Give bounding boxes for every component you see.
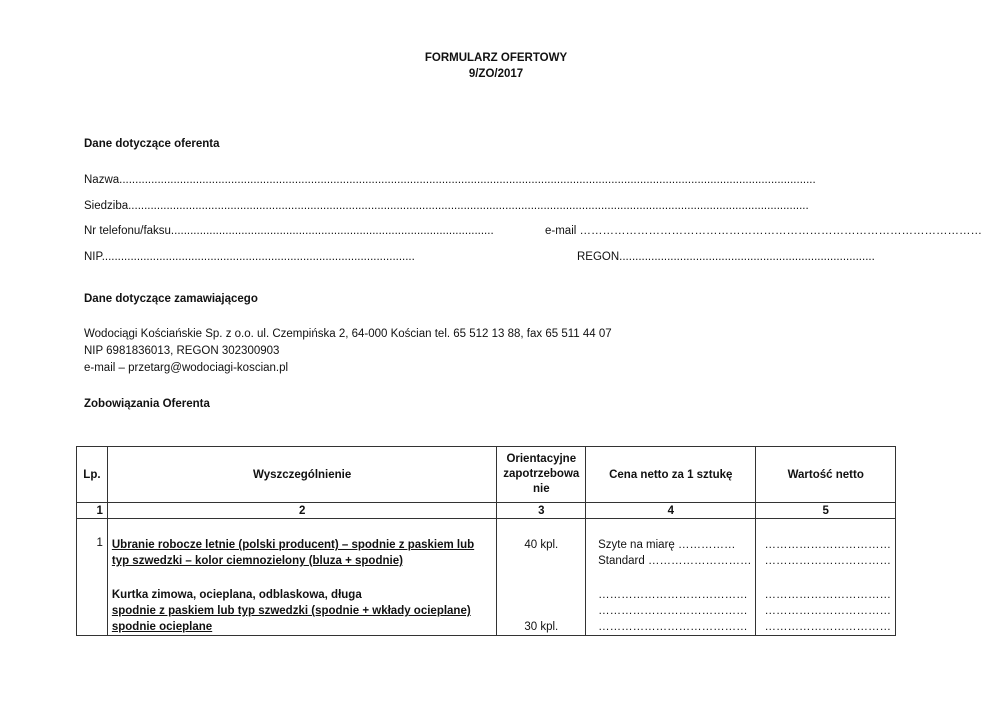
- item2-line3: spodnie ocieplane: [111, 621, 213, 633]
- bidder-heading: Dane dotyczące oferenta: [84, 138, 220, 150]
- col-header-price: Cena netto za 1 sztukę: [586, 447, 756, 503]
- row-items: [107, 519, 497, 636]
- col-header-qty-line2: zapotrzebowa: [503, 468, 580, 480]
- col-number-4: 4: [586, 503, 756, 519]
- table-row: [77, 519, 896, 636]
- row-value: [756, 519, 896, 636]
- col-header-item: Wyszczególnienie: [107, 447, 497, 503]
- price2-field-3[interactable]: …………………………………: [598, 621, 748, 633]
- value1-field-1[interactable]: ……………………………: [764, 539, 891, 551]
- price1-tailored-field[interactable]: Szyte na miarę ……………: [598, 539, 736, 551]
- buyer-email: e-mail – przetarg@wodociagi-koscian.pl: [84, 362, 289, 374]
- bidder-seat-field[interactable]: Siedziba.....................................................................................................................................................................................................................: [84, 200, 809, 212]
- buyer-heading: Dane dotyczące zamawiającego: [84, 293, 258, 305]
- value1-field-2[interactable]: ……………………………: [764, 555, 891, 567]
- offer-table: [76, 446, 896, 636]
- price2-field-2[interactable]: …………………………………: [598, 605, 748, 617]
- value2-field-3[interactable]: ……………………………: [764, 621, 891, 633]
- item1-line1: Ubranie robocze letnie (polski producent) – spodnie z paskiem lub: [111, 539, 475, 551]
- bidder-name-field[interactable]: Nazwa..........................................................................................................................................................................................................................: [84, 174, 816, 186]
- item2-line1: Kurtka zimowa, ocieplana, odblaskowa, długa: [111, 589, 362, 601]
- qty1: 40 kpl.: [524, 539, 559, 551]
- col-header-qty: [497, 447, 586, 503]
- buyer-nip-regon: NIP 6981836013, REGON 302300903: [84, 345, 280, 357]
- item1-line2: typ szwedzki – kolor ciemnozielony (bluza + spodnie): [111, 555, 403, 567]
- col-number-5: 5: [756, 503, 896, 519]
- commitments-heading: Zobowiązania Oferenta: [84, 398, 210, 410]
- col-number-3: 3: [497, 503, 586, 519]
- col-header-qty-line3: nie: [532, 483, 550, 495]
- bidder-email-field[interactable]: e-mail ……………………………………………………………………………………………: [545, 225, 983, 237]
- col-number-1: 1: [77, 503, 108, 519]
- item2-line2: spodnie z paskiem lub typ szwedzki (spodnie + wkłady ocieplane): [111, 605, 471, 617]
- bidder-nip-field[interactable]: NIP..................................................................................................: [84, 251, 415, 263]
- form-title: FORMULARZ OFERTOWY: [424, 52, 568, 64]
- price1-standard-field[interactable]: Standard ………………………: [598, 555, 752, 567]
- price2-field-1[interactable]: …………………………………: [598, 589, 748, 601]
- form-number: 9/ZO/2017: [468, 68, 524, 80]
- value2-field-1[interactable]: ……………………………: [764, 589, 891, 601]
- col-number-2: 2: [107, 503, 497, 519]
- bidder-phone-field[interactable]: Nr telefonu/faksu.....................................................................................................: [84, 225, 494, 237]
- bidder-regon-field[interactable]: REGON................................................................................: [577, 251, 875, 263]
- value2-field-2[interactable]: ……………………………: [764, 605, 891, 617]
- row-lp: 1: [77, 519, 108, 636]
- row-price: [586, 519, 756, 636]
- row-qty: [497, 519, 586, 636]
- col-header-lp: Lp.: [77, 447, 108, 503]
- col-header-value: Wartość netto: [756, 447, 896, 503]
- qty2: 30 kpl.: [524, 621, 559, 633]
- col-header-qty-line1: Orientacyjne: [506, 453, 577, 465]
- buyer-address: Wodociągi Kościańskie Sp. z o.o. ul. Czempińska 2, 64-000 Kościan tel. 65 512 13 88, fax 65 511 44 07: [84, 328, 612, 340]
